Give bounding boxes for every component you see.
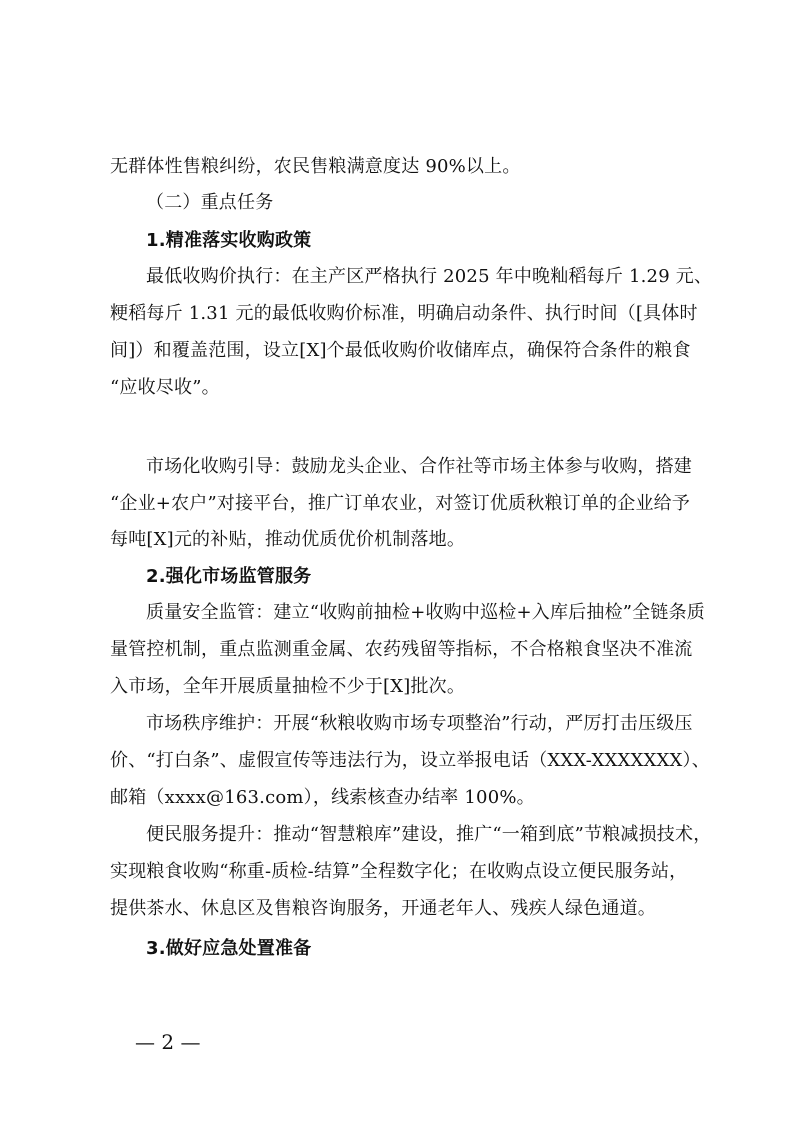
paragraph-line: “应收尽收”。 <box>110 377 220 398</box>
page-number: — 2 — <box>135 1030 201 1054</box>
section-heading: （二）重点任务 <box>146 192 274 213</box>
paragraph-line: 邮箱（xxxx@163.com），线索核查办结率 100%。 <box>110 787 535 808</box>
paragraph-line: “企业+农户”对接平台，推广订单农业，对签订优质秋粮订单的企业给予 <box>110 493 691 514</box>
paragraph-line: 实现粮食收购“称重-质检-结算”全程数字化；在收购点设立便民服务站， <box>110 861 688 882</box>
paragraph-line: 便民服务提升：推动“智慧粮库”建设，推广“一箱到底”节粮减损技术， <box>146 824 712 845</box>
paragraph-line: 市场化收购引导：鼓励龙头企业、合作社等市场主体参与收购，搭建 <box>146 456 692 477</box>
paragraph-line: 入市场，全年开展质量抽检不少于[X]批次。 <box>110 676 466 697</box>
subsection-heading: 2.强化市场监管服务 <box>146 566 312 587</box>
paragraph-line: 价、“打白条”、虚假宣传等违法行为，设立举报电话（XXX-XXXXXXX）、 <box>110 750 710 771</box>
paragraph-line: 市场秩序维护：开展“秋粮收购市场专项整治”行动，严厉打击压级压 <box>146 713 693 734</box>
paragraph-line: 量管控机制，重点监测重金属、农药残留等指标，不合格粮食坚决不准流 <box>110 639 693 660</box>
paragraph-line: 质量安全监管：建立“收购前抽检+收购中巡检+入库后抽检”全链条质 <box>146 602 705 623</box>
paragraph-line: 间]）和覆盖范围，设立[X]个最低收购价收储库点，确保符合条件的粮食 <box>110 340 691 361</box>
paragraph-line: 提供茶水、休息区及售粮咨询服务，开通老年人、残疾人绿色通道。 <box>110 898 656 919</box>
subsection-heading: 3.做好应急处置准备 <box>146 938 312 959</box>
paragraph-line: 最低收购价执行：在主产区严格执行 2025 年中晚籼稻每斤 1.29 元、 <box>146 266 713 287</box>
paragraph-line: 每吨[X]元的补贴，推动优质优价机制落地。 <box>110 529 466 550</box>
paragraph-line: 无群体性售粮纠纷，农民售粮满意度达 90%以上。 <box>110 156 521 177</box>
subsection-heading: 1.精准落实收购政策 <box>146 230 312 251</box>
paragraph-line: 粳稻每斤 1.31 元的最低收购价标准，明确启动条件、执行时间（[具体时 <box>110 303 698 324</box>
